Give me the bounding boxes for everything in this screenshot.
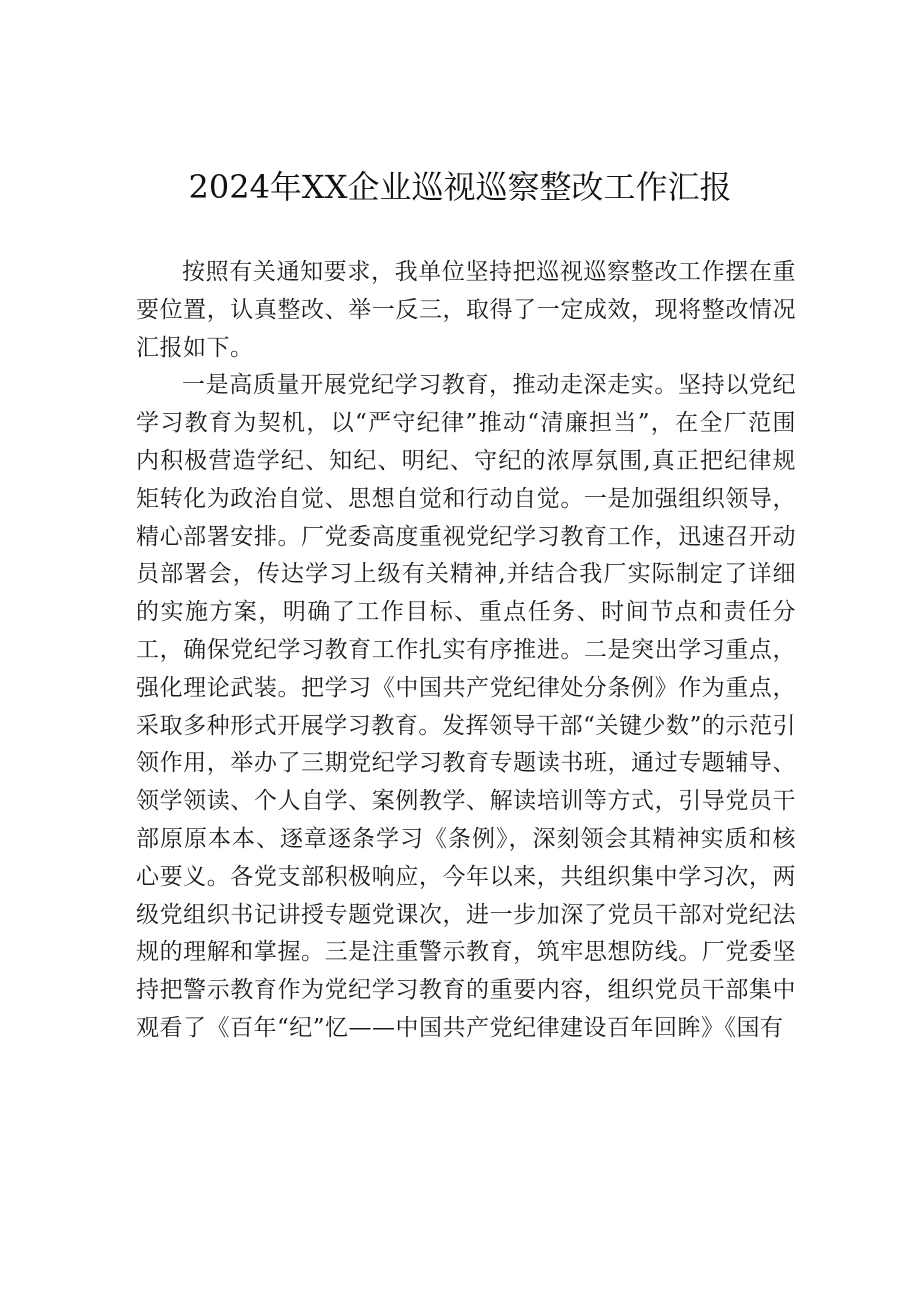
document-title: 2024年XX企业巡视巡察整改工作汇报	[188, 168, 732, 206]
intro-paragraph: 按照有关通知要求，我单位坚持把巡视巡察整改工作摆在重要位置，认真整改、举一反三，取得了一定成效，现将整改情况汇报如下。	[136, 259, 796, 361]
section-one-paragraph: 一是高质量开展党纪学习教育，推动走深走实。坚持以党纪学习教育为契机，以“严守纪律”推动“清廉担当”，在全厂范围内积极营造学纪、知纪、明纪、守纪的浓厚氛围,真正把纪律规矩转化为政治自觉、思想自觉和行动自觉。一是加强组织领导，精心部署安排。厂党委高度重视党纪学习教育工作，迅速召开动员部署会，传达学习上级有关精神,并结合我厂实际制定了详细的实施方案，明确了工作目标、重点任务、时间节点和责任分工，确保党纪学习教育工作扎实有序推进。二是突出学习重点，强化理论武装。把学习《中国共产党纪律处分条例》作为重点，采取多种形式开展学习教育。发挥领导干部“关键少数”的示范引领作用，举办了三期党纪学习教育专题读书班，通过专题辅导、领学领读、个人自学、案例教学、解读培训等方式，引导党员干部原原本本、逐章逐条学习《条例》，深刻领会其精神实质和核心要义。各党支部积极响应，今年以来，共组织集中学习次，两级党组织书记讲授专题党课次，进一步加深了党员干部对党纪法规的理解和掌握。三是注重警示教育，筑牢思想防线。厂党委坚持把警示教育作为党纪学习教育的重要内容，组织党员干部集中观看了《百年“纪”忆——中国共产党纪律建设百年回眸》《国有	[136, 372, 796, 1041]
document-body	[136, 254, 796, 1048]
